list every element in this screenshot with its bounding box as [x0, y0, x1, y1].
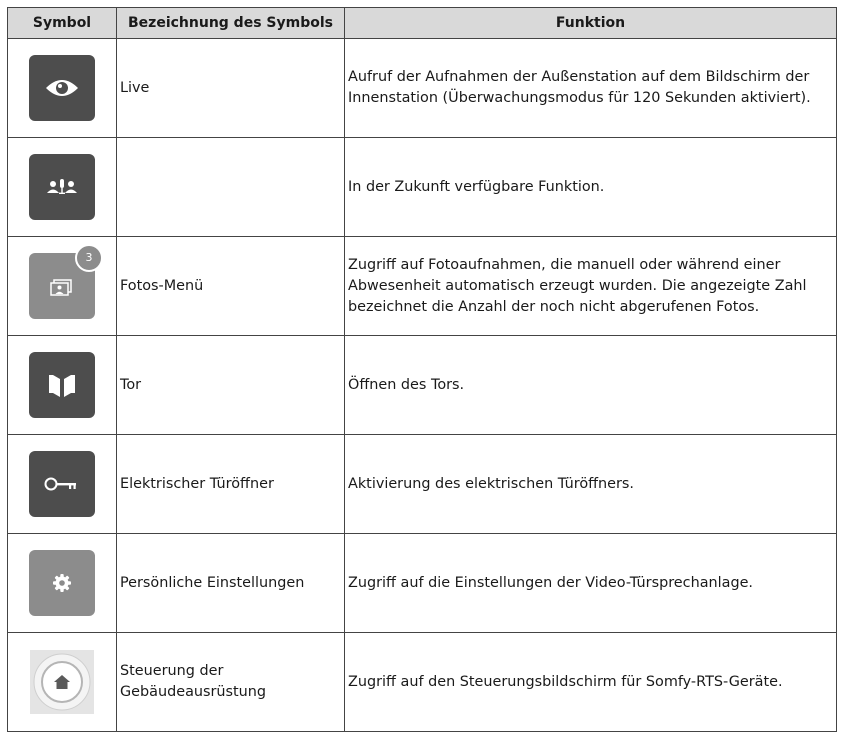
symbol-name: Persönliche Einstellungen [117, 534, 345, 633]
table-row [8, 534, 837, 633]
gear-icon [29, 550, 95, 616]
symbol-function: Zugriff auf den Steuerungsbildschirm für Somfy-RTS-Geräte. [345, 633, 837, 732]
symbol-cell [8, 534, 117, 633]
symbol-cell [8, 633, 117, 732]
symbol-name: Fotos-Menü [117, 237, 345, 336]
symbol-function: Öffnen des Tors. [345, 336, 837, 435]
gate-icon [29, 352, 95, 418]
table-row [8, 633, 837, 732]
header-symbol: Symbol [8, 8, 117, 39]
photos-icon [29, 253, 95, 319]
table-row [8, 138, 837, 237]
symbol-name: Steuerung der Gebäudeausrüstung [117, 633, 345, 732]
symbol-function: Aktivierung des elektrischen Türöffners. [345, 435, 837, 534]
header-name: Bezeichnung des Symbols [117, 8, 345, 39]
intercom-people-icon [29, 154, 95, 220]
table-row [8, 336, 837, 435]
symbol-function: In der Zukunft verfügbare Funktion. [345, 138, 837, 237]
symbol-function: Zugriff auf die Einstellungen der Video-Türsprechanlage. [345, 534, 837, 633]
table-row [8, 435, 837, 534]
symbol-cell [8, 39, 117, 138]
symbol-cell [8, 237, 117, 336]
table-row [8, 39, 837, 138]
symbol-table-container [7, 7, 836, 732]
header-function: Funktion [345, 8, 837, 39]
home-icon [30, 650, 94, 714]
symbol-name: Tor [117, 336, 345, 435]
symbol-cell [8, 336, 117, 435]
symbol-cell [8, 435, 117, 534]
table-row [8, 237, 837, 336]
symbol-function: Zugriff auf Fotoaufnahmen, die manuell oder während einer Abwesenheit automatisch erzeugt wurden. Die angezeigte Zahl bezeichnet die Anzahl der noch nicht abgerufenen Fotos. [345, 237, 837, 336]
header-row [8, 8, 837, 39]
key-icon [29, 451, 95, 517]
symbol-name: Elektrischer Türöffner [117, 435, 345, 534]
symbol-table [7, 7, 837, 732]
symbol-name: Live [117, 39, 345, 138]
symbol-function: Aufruf der Aufnahmen der Außenstation auf dem Bildschirm der Innenstation (Überwachungsmodus für 120 Sekunden aktiviert). [345, 39, 837, 138]
unread-photos-badge: 3 [75, 244, 103, 272]
eye-icon [29, 55, 95, 121]
symbol-name [117, 138, 345, 237]
symbol-cell [8, 138, 117, 237]
